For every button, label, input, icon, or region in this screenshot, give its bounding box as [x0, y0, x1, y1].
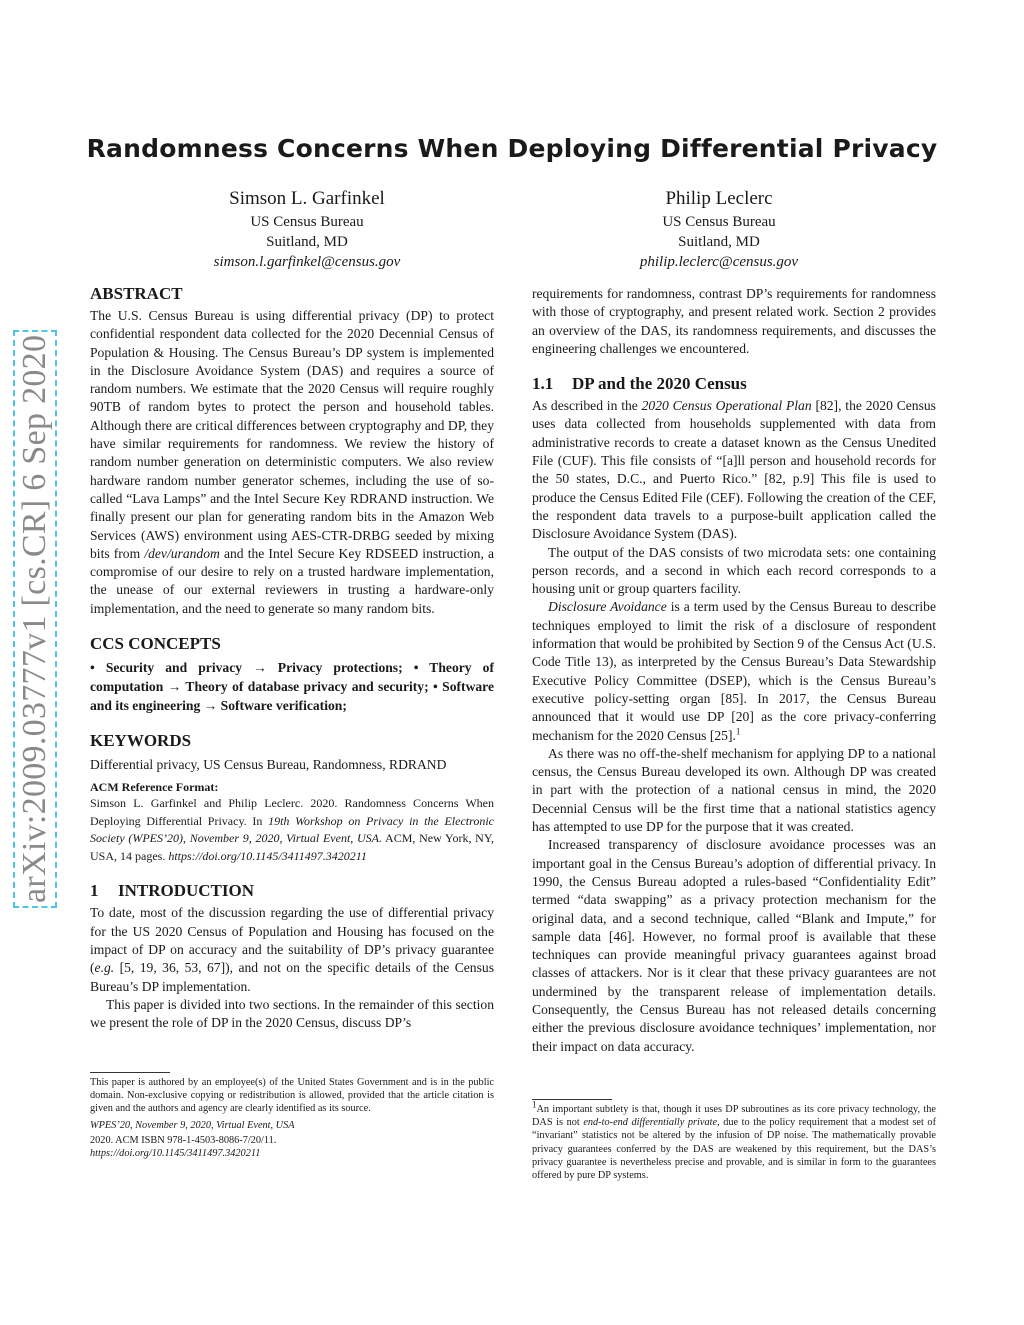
author-name: Philip Leclerc — [665, 188, 773, 209]
footnote-rule — [532, 1099, 612, 1100]
acm-reference-heading: ACM Reference Format: — [90, 780, 219, 795]
author-block-2 — [554, 186, 884, 272]
isbn-line: 2020. ACM ISBN 978-1-4503-8086-7/20/11. — [90, 1134, 277, 1146]
paper-title: Randomness Concerns When Deploying Differential Privacy — [86, 134, 938, 163]
author-email[interactable]: philip.leclerc@census.gov — [639, 254, 799, 270]
author-block-1 — [142, 186, 472, 272]
section-1-1-paragraph-5: Increased transparency of disclosure avoidance processes was an important goal in the Census Bureau’s adoption of differential privacy. In 1990, the Census Bureau adopted a rules-based “Confidentiality Edit” termed “data swapping” as a privacy protection mechanism for the original data, and a second technique, called “Blank and Impute,” for sample data [46]. However, no formal proof is available that these techniques can provide meaningful privacy guarantees against broad classes of attackers. Nor is it clear that these privacy guarantees are not undermined by the transparent release of implementation details. Consequently, the Census Bureau has not released details concerning either the previous disclosure avoidance techniques’ implementation, nor their impact on data accuracy. — [532, 837, 936, 1054]
section-1-1-paragraph-4: As there was no off-the-shelf mechanism for applying DP to a national census, the Census Bureau developed its own. Although DP was created in part with the protection of a national census in mind, the 2020 Decennial Census will be the first time that a national statistics agency has attempted to use DP for the purpose that it was created. — [532, 745, 936, 835]
footnote-rule — [90, 1072, 170, 1073]
footnote-1-text: $^1$An important subtlety is that, though it uses DP subroutines as its core privacy technology, the DAS is not end-to-end differentially private, due to the policy requirement that a modest set of “invariant” statistics not be altered by the infusion of DP noise. The mathematically provable privacy guarantees conferred by the DAS are weakened by this requirement, but the DAS’s privacy guarantee is nevertheless precise and provable, and is similar in form to the guarantees offered by pure DP systems. — [532, 1099, 937, 1182]
keywords-text: Differential privacy, US Census Bureau, Randomness, RDRAND — [90, 757, 447, 773]
intro-paragraph-1: To date, most of the discussion regarding the use of differential privacy for the US 2020 Census of Population and Housing has focused on the impact of DP on accuracy and the suitability of DP’s privacy guarantee (e.g. [5, 19, 36, 53, 67]), and not on the specific details of the Census Bureau’s DP implementation. — [90, 905, 494, 994]
acm-reference-doi[interactable]: https://doi.org/10.1145/3411497.3420211 — [168, 848, 367, 863]
abstract-heading: ABSTRACT — [90, 284, 183, 303]
author-name: Simson L. Garfinkel — [229, 188, 385, 209]
abstract-text: The U.S. Census Bureau is using differential privacy (DP) to protect confidential respondent data collected for the 2020 Decennial Census of Population & Housing. The Census Bureau’s DP system is implemented in the Disclosure Avoidance System (DAS) and requires a source of random numbers. We estimate that the 2020 Census will require roughly 90TB of random bytes to protect the person and household tables. Although there are critical differences between cryptography and DP, they have similar requirements for randomness. We review the history of random number generation on deterministic computers. We also review hardware random number generator schemes, including the use of so-called “Lava Lamps” and the Intel Secure Key RDRAND instruction. We finally present our plan for generating random bits in the Amazon Web Services (AWS) environment using AES-CTR-DRBG seeded by mixing bits from /dev/urandom and the Intel Secure Key RDSEED instruction, a compromise of our desire to rely on a trusted hardware implementation, the unease of our external reviewers in trusting a hardware-only implementation, and the need to generate so many random bits. — [90, 308, 494, 616]
doi-link[interactable]: https://doi.org/10.1145/3411497.3420211 — [90, 1148, 261, 1160]
author-affiliation: US Census Bureau — [250, 214, 364, 230]
acm-reference-text: Simson L. Garfinkel and Philip Leclerc. 2020. Randomness Concerns When Deploying Differential Privacy. In 19th Workshop on Privacy in the Electronic Society (WPES’20), November 9, 2020, Virtual Event, USA. ACM, New York, NY, USA, 14 pages. https://doi.org/10.1145/3411497.3420211 — [90, 796, 494, 863]
keywords-heading: KEYWORDS — [90, 731, 192, 751]
intro-paragraph-2: This paper is divided into two sections. In the remainder of this section we present the role of DP in the 2020 Census, discuss DP’s — [90, 996, 494, 1031]
arxiv-stamp: arXiv:2009.03777v1 [cs.CR] 6 Sep 2020 — [16, 334, 53, 903]
section-1-1-paragraph-3: Disclosure Avoidance is a term used by the Census Bureau to describe techniques employed to limit the risk of a disclosure of respondent information that would be prohibited by Section 9 of the Census Act (U.S. Code Title 13), as interpreted by the Census Bureau’s Data Stewardship Executive Policy Committee (DSEP), which is the Census Bureau’s executive policy-setting organ [85]. In 2017, the Census Bureau announced that it would use DP [20] as the core privacy-conferring mechanism for the 2020 Census [25].$^1$ — [532, 599, 937, 743]
venue-line: WPES’20, November 9, 2020, Virtual Event, USA — [90, 1119, 295, 1131]
left-column — [90, 283, 494, 1032]
left-footnote — [90, 1072, 494, 1160]
introduction-heading: 1 INTRODUCTION — [90, 881, 255, 901]
section-1-1-paragraph-1: As described in the 2020 Census Operational Plan [82], the 2020 Census uses data collected from households supplemented with data from administrative records to create a dataset known as the Census Unedited File (CUF). This file consists of “[a]ll person and household records for the 50 states, D.C., and Puerto Rico.” [82, p.9] This file is used to produce the Census Edited File (CEF). Following the creation of the CEF, the respondent data travels to a purpose-built application called the Disclosure Avoidance System (DAS). — [532, 398, 936, 542]
ccs-heading: CCS CONCEPTS — [90, 634, 221, 654]
right-column — [532, 285, 936, 1056]
footnote-marker[interactable]: 1 — [735, 726, 741, 736]
ccs-concepts: • Security and privacy → Privacy protections; • Theory of computation → Theory of database privacy and security; • Software and its engineering → Software verification; — [90, 660, 494, 714]
author-location: Suitland, MD — [678, 234, 760, 250]
author-email[interactable]: simson.l.garfinkel@census.gov — [213, 254, 401, 270]
author-affiliation: US Census Bureau — [662, 214, 776, 230]
author-location: Suitland, MD — [266, 234, 348, 250]
right-footnote — [532, 1099, 936, 1182]
copyright-notice: This paper is authored by an employee(s) of the United States Government and is in the public domain. Non-exclusive copying or redistribution is allowed, provided that the article citation is given and the authors and agency are clearly identified as its source. — [90, 1077, 494, 1115]
section-1-1-paragraph-2: The output of the DAS consists of two microdata sets: one containing person records, and a second in which each record corresponds to a housing unit or group quarters facility. — [532, 544, 936, 597]
section-1-1-heading: 1.1 DP and the 2020 Census — [532, 374, 747, 394]
intro-paragraph-2-continued: requirements for randomness, contrast DP’s requirements for randomness with those of cryptography, and present related work. Section 2 provides an overview of the DAS, its randomness requirements, and discusses the engineering challenges we encountered. — [532, 286, 936, 356]
